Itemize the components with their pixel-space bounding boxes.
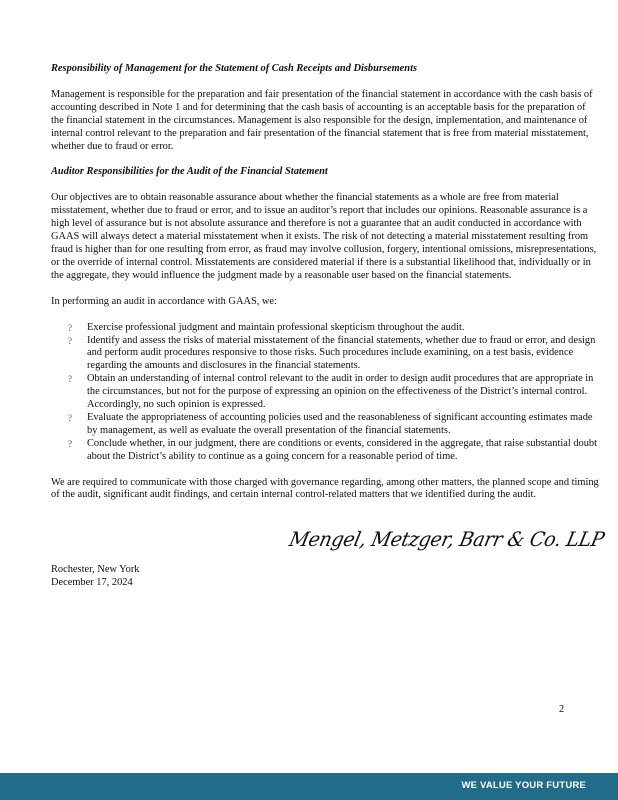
list-item <box>51 438 599 464</box>
firm-signature: Mengel, Metzger, Barr & Co. LLP <box>287 528 607 552</box>
signing-city: Rochester, New York <box>51 564 140 575</box>
bullet-icon: ? <box>68 412 72 423</box>
section-heading-management-responsibility: Responsibility of Management for the Statement of Cash Receipts and Disbursements <box>51 63 418 74</box>
list-item <box>51 373 599 412</box>
list-item-text: Conclude whether, in our judgment, there are conditions or events, considered in the aggregate, that raise substantial doubt about the District’s ability to continue as a going concern for a reasonable period of time. <box>87 437 598 462</box>
document-body <box>51 63 599 515</box>
list-item <box>51 412 599 438</box>
list-item-text: Evaluate the appropriateness of accounting policies used and the reasonableness of significant accounting estimates made by management, as well as evaluate the overall presentation of the financial statements. <box>87 411 593 436</box>
management-responsibility-paragraph: Management is responsible for the preparation and fair presentation of the financial statement in accordance with the cash basis of accounting described in Note 1 and for determining that the cash basis of accounting is an acceptable basis for the preparation of the financial statement in the circumstances. Management is also responsible for the design, implementation, and maintenance of internal control relevant to the preparation and fair presentation of the financial statement that is free from material misstatement, whether due to fraud or error. <box>51 88 593 152</box>
bullet-icon: ? <box>68 335 72 346</box>
signing-location-block <box>51 564 139 590</box>
gaas-intro-paragraph: In performing an audit in accordance with GAAS, we: <box>51 295 277 307</box>
footer-bar <box>0 773 618 800</box>
bullet-icon: ? <box>68 374 72 385</box>
audit-procedures-list <box>51 322 599 464</box>
bullet-icon: ? <box>68 438 72 449</box>
footer-tagline: WE VALUE YOUR FUTURE <box>461 780 586 791</box>
list-item-text: Obtain an understanding of internal control relevant to the audit in order to design audit procedures that are appropriate in the circumstances, but not for the purpose of expressing an opinion on the effectiveness of the District’s internal control. Accordingly, no such opinion is expressed. <box>87 373 594 411</box>
auditor-objectives-paragraph: Our objectives are to obtain reasonable assurance about whether the financial statements as a whole are free from material misstatement, whether due to fraud or error, and to issue an auditor’s report that includes our opinions. Reasonable assurance is a high level of assurance but is not absolute assurance and therefore is not a guarantee that an audit conducted in accordance with GAAS will always detect a material misstatement when it exists. The risk of not detecting a material misstatement resulting from fraud is higher than for one resulting from error, as fraud may involve collusion, forgery, intentional omissions, misrepresentations, or the override of internal control. Misstatements are considered material if there is a substantial likelihood that, individually or in the aggregate, they would influence the judgment made by a reasonable user based on the financial statements. <box>51 192 597 281</box>
list-item-text: Exercise professional judgment and maintain professional skepticism throughout the audit. <box>87 321 465 333</box>
bullet-icon: ? <box>68 322 72 333</box>
signing-date: December 17, 2024 <box>51 576 133 588</box>
section-heading-auditor-responsibilities: Auditor Responsibilities for the Audit of the Financial Statement <box>51 166 328 178</box>
list-item-text: Identify and assess the risks of material misstatement of the financial statements, whether due to fraud or error, and design and perform audit procedures responsive to those risks. Such procedures include examining, on a test basis, evidence regarding the amounts and disclosures in the financial statements. <box>87 334 596 372</box>
list-item <box>51 322 599 335</box>
list-item <box>51 335 599 374</box>
governance-communication-paragraph: We are required to communicate with those charged with governance regarding, among other matters, the planned scope and timing of the audit, significant audit findings, and certain internal control-related matters that we identified during the audit. <box>51 476 599 501</box>
page-number: 2 <box>559 704 565 715</box>
